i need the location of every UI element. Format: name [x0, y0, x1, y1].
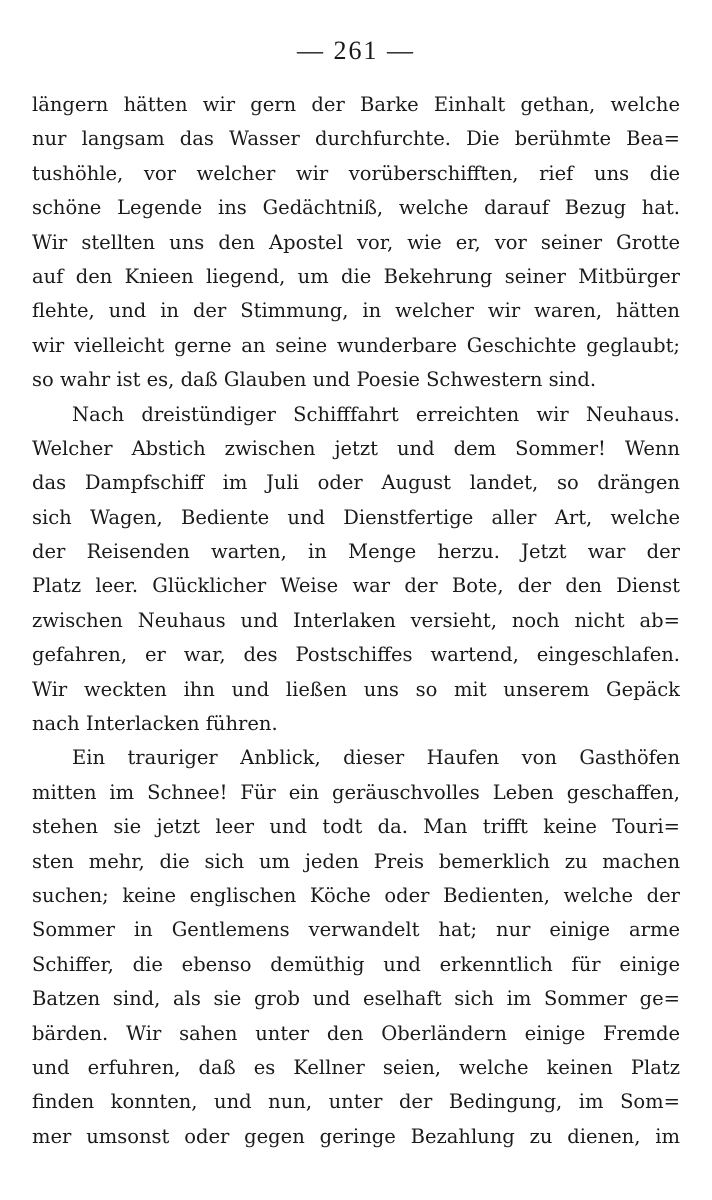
text-line: der Reisenden warten, in Menge herzu. Jetzt war der [32, 540, 680, 564]
text-line: auf den Knieen liegend, um die Bekehrung seiner Mitbürger [32, 264, 680, 288]
text-line: Wir stellten uns den Apostel vor, wie er, vor seiner Grotte [32, 230, 680, 254]
text-line: wir vielleicht gerne an seine wunderbare Geschichte geglaubt; [32, 333, 680, 357]
body-text [32, 88, 680, 1154]
text-line: Nach dreistündiger Schifffahrt erreichten wir Neuhaus. [72, 402, 680, 426]
page-number: — 261 — [297, 36, 415, 65]
text-line: bärden. Wir sahen unter den Oberländern einige Fremde [32, 1021, 680, 1045]
text-line: zwischen Neuhaus und Interlaken versieht, noch nicht ab= [32, 608, 680, 632]
text-line: stehen sie jetzt leer und todt da. Man trifft keine Touri= [32, 815, 680, 839]
text-line: Wir weckten ihn und ließen uns so mit unserem Gepäck [32, 677, 680, 701]
text-line: Sommer in Gentlemens verwandelt hat; nur einige arme [32, 918, 680, 942]
text-line: Schiffer, die ebenso demüthig und erkenntlich für einige [32, 952, 680, 976]
text-line: Ein trauriger Anblick, dieser Haufen von Gasthöfen [72, 746, 680, 770]
text-line: nach Interlacken führen. [32, 712, 278, 736]
text-line: Welcher Abstich zwischen jetzt und dem Sommer! Wenn [32, 436, 680, 460]
text-line: gefahren, er war, des Postschiffes wartend, eingeschlafen. [32, 643, 680, 667]
text-line: nur langsam das Wasser durchfurchte. Die berühmte Bea= [32, 127, 680, 151]
text-line: sten mehr, die sich um jeden Preis bemerklich zu machen [32, 849, 680, 873]
text-line: sich Wagen, Bediente und Dienstfertige aller Art, welche [32, 505, 680, 529]
text-line: das Dampfschiff im Juli oder August landet, so drängen [32, 471, 680, 495]
text-line: mitten im Schnee! Für ein geräuschvolles Leben geschaffen, [32, 780, 680, 804]
text-line: so wahr ist es, daß Glauben und Poesie Schwestern sind. [32, 368, 597, 392]
text-line: längern hätten wir gern der Barke Einhalt gethan, welche [32, 93, 680, 116]
text-line: flehte, und in der Stimmung, in welcher wir waren, hätten [32, 299, 680, 323]
text-line: tushöhle, vor welcher wir vorüberschifften, rief uns die [32, 161, 680, 185]
text-line: finden konnten, und nun, unter der Bedingung, im Som= [32, 1090, 680, 1114]
text-line: schöne Legende ins Gedächtniß, welche darauf Bezug hat. [32, 196, 680, 220]
text-line: suchen; keine englischen Köche oder Bedienten, welche der [32, 883, 680, 907]
text-line: mer umsonst oder gegen geringe Bezahlung zu dienen, im [32, 1124, 680, 1148]
text-line: Platz leer. Glücklicher Weise war der Bote, der den Dienst [32, 574, 680, 598]
text-line: Batzen sind, als sie grob und eselhaft sich im Sommer ge= [32, 987, 680, 1011]
text-line: und erfuhren, daß es Kellner seien, welche keinen Platz [32, 1055, 680, 1079]
